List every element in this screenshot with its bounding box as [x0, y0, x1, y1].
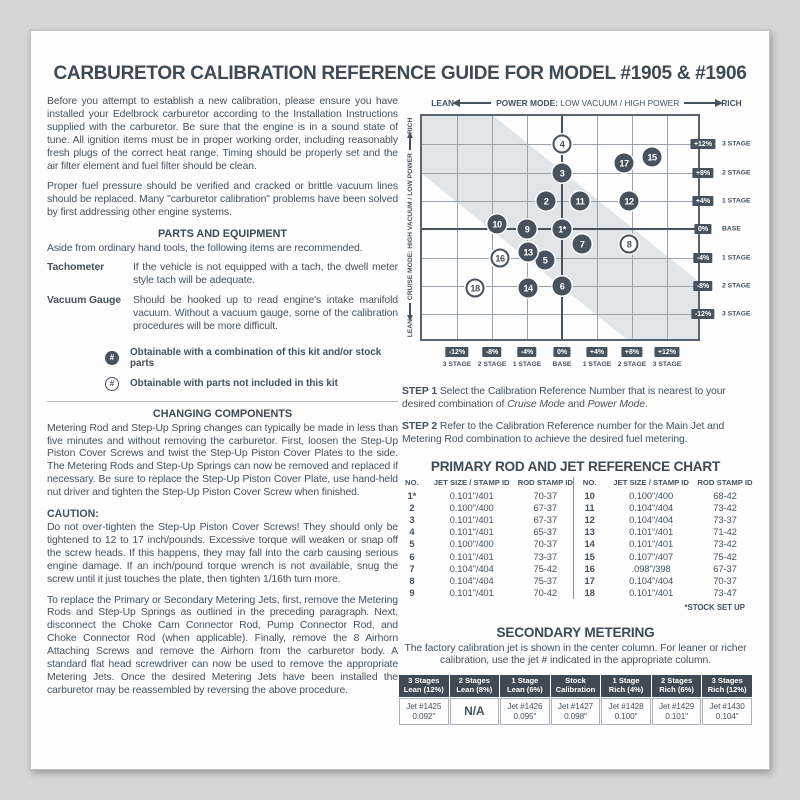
table-cell: 8: [409, 574, 415, 586]
power-axis-lean-label: LEAN: [431, 98, 455, 108]
two-column-layout: [47, 96, 753, 726]
table-cell: 0.101"/401: [629, 538, 674, 550]
equipment-row-vacuum-gauge: [47, 295, 398, 334]
table-cell: 75-42: [713, 550, 737, 562]
column-header: JET SIZE / STAMP ID: [433, 478, 510, 487]
calibration-point-3: 3: [553, 164, 572, 183]
table-row: [398, 513, 753, 525]
table-row: [398, 550, 753, 562]
parts-equipment-intro: Aside from ordinary hand tools, the following items are recommended.: [47, 243, 363, 255]
calibration-point-14: 14: [519, 279, 538, 298]
calibration-chart: [398, 114, 753, 376]
table-cell: 73-42: [713, 538, 737, 550]
secondary-jet-cell: Jet #1427 0.098": [551, 698, 601, 725]
y-axis-stage-label: 2 STAGE: [722, 282, 751, 290]
secondary-column-header: Stock Calibration: [551, 675, 601, 698]
table-cell: 15: [574, 550, 606, 562]
x-axis-badge: +12%: [654, 347, 679, 357]
y-axis-stage-label: 3 STAGE: [722, 310, 751, 318]
left-column: [47, 96, 398, 726]
table-cell: 73-47: [713, 587, 737, 599]
x-axis-stage-label: 3 STAGE: [652, 361, 682, 368]
legend-item-non-kit-parts: [105, 377, 398, 391]
step-1-text: STEP 1 Select the Calibration Reference Number that is nearest to your desired combination of Cruise Mode and Power Mode.: [402, 386, 726, 410]
table-row: [398, 501, 753, 513]
table-row: [398, 489, 753, 501]
table-cell: 12: [574, 513, 606, 525]
secondary-column-header: 2 Stages Rich (6%): [652, 675, 702, 698]
y-axis-stage-label: BASE: [722, 225, 741, 233]
secondary-jet-cell: Jet #1430 0.104": [702, 698, 752, 725]
intro-paragraph-2: Proper fuel pressure should be verified and cracked or brittle vacuum lines should be replaced. Many "carburetor calibration" problems have been solved by first addressing other engine systems.: [47, 181, 398, 219]
table-row: [398, 587, 753, 599]
x-axis-stage-label: BASE: [552, 361, 572, 368]
y-axis-badge: +12%: [690, 139, 715, 149]
table-cell: 0.104"/404: [449, 562, 494, 574]
x-axis-stage-label: 2 STAGE: [477, 361, 507, 368]
table-cell: 11: [574, 501, 606, 513]
table-cell: 71-42: [713, 526, 737, 538]
calibration-point-4: 4: [553, 135, 572, 154]
table-cell: 70-37: [533, 538, 558, 550]
x-axis-badge: -4%: [517, 347, 536, 357]
step-2-text: STEP 2 Refer to the Calibration Reference number for the Main Jet and Metering Rod combination to achieve the desired fuel metering.: [402, 421, 725, 445]
table-cell: 0.101"/401: [449, 550, 494, 562]
x-axis-badge: +4%: [586, 347, 607, 357]
table-cell: 14: [574, 538, 606, 550]
y-axis-stage-label: 2 STAGE: [722, 169, 751, 177]
table-cell: 0.101"/401: [629, 587, 674, 599]
x-axis-badge: 0%: [553, 347, 570, 357]
secondary-jet-cell: Jet #1425 0.092": [399, 698, 449, 725]
calibration-point-10: 10: [488, 215, 507, 234]
table-cell: 5: [409, 538, 415, 550]
power-axis-title: POWER MODE: LOW VACUUM / HIGH POWER: [496, 98, 680, 108]
table-cell: 16: [574, 562, 606, 574]
x-axis-badge: -8%: [482, 347, 501, 357]
table-cell: 0.104"/404: [629, 513, 674, 525]
gridline-horizontal: [422, 201, 698, 202]
table-cell: 67-37: [713, 562, 737, 574]
table-cell: 73-37: [713, 513, 737, 525]
primary-rod-jet-table: [398, 477, 753, 599]
y-axis-badge: -4%: [693, 253, 712, 263]
table-cell: 75-37: [533, 574, 558, 586]
column-header: NO.: [405, 478, 419, 487]
table-cell: 68-42: [713, 489, 737, 501]
arrow-left-icon: [409, 303, 410, 316]
calibration-point-5: 5: [536, 251, 555, 270]
y-axis-badge: -8%: [693, 281, 712, 291]
equipment-row-tachometer: [47, 262, 398, 288]
changing-components-heading: CHANGING COMPONENTS: [152, 407, 293, 420]
open-number-circle-icon: #: [105, 377, 119, 391]
filled-number-circle-icon: #: [105, 351, 119, 365]
column-header: ROD STAMP ID: [517, 478, 573, 487]
table-cell: 67-37: [533, 513, 558, 525]
y-axis-badge: -12%: [691, 309, 714, 319]
equipment-term: Vacuum Gauge: [47, 294, 121, 306]
power-mode-axis-label: [420, 98, 753, 108]
y-axis-badge: 0%: [694, 224, 711, 234]
arrow-right-icon: [409, 137, 410, 150]
caution-paragraph: Do not over-tighten the Step-Up Piston Cover Screws! They should only be tightened to 12 to 17 inch/pounds. Excessive torque will weaken or snap off the screw heads. If this happens, they may fall into the carb causing serious engine damage. If an inch/pound torque wrench is not available, snug the screw until it just touches the plate, then tighten 1/16th turn more.: [47, 522, 398, 585]
column-header: NO.: [574, 477, 606, 489]
x-axis-badge: +8%: [621, 347, 642, 357]
table-cell: .098"/398: [631, 562, 671, 574]
table-cell: 0.101"/401: [449, 587, 494, 599]
gridline-horizontal: [422, 314, 698, 315]
calibration-point-13: 13: [519, 243, 538, 262]
equipment-term: Tachometer: [47, 262, 105, 274]
table-cell: 6: [409, 550, 415, 562]
calibration-point-12: 12: [620, 192, 639, 211]
replace-jets-paragraph: To replace the Primary or Secondary Metering Jets, first, remove the Metering Rods and Step-Up Springs as outlined in the preceding paragraph. Next, disconnect the Choke Cam Connector Rod, Pump Connector Rod, and Choke Connector Rod (when applicable). Finally, remove the 8 Airhorn Attaching Screws and remove the Airhorn from the carburetor body. A standard flat head screwdriver can now be used to remove the appropriate Metering Jets. Once the desired Metering Jets have been installed the carburetor may be reassembled by reversing the above procedure.: [47, 594, 398, 696]
power-axis-rich-label: RICH: [721, 98, 742, 108]
right-column: [398, 96, 753, 726]
table-cell: 0.101"/401: [449, 526, 494, 538]
secondary-value-row: [399, 698, 752, 725]
table-row: [398, 562, 753, 574]
primary-chart-heading: PRIMARY ROD AND JET REFERENCE CHART: [430, 459, 721, 474]
secondary-metering-description: The factory calibration jet is shown in the center column. For leaner or richer calibration, use the jet # indicated in the appropriate column.: [404, 642, 747, 667]
table-row: [398, 538, 753, 550]
cruise-axis-title: CRUISE MODE: HIGH VACUUM / LOW POWER: [406, 153, 414, 301]
secondary-jet-cell: N/A: [450, 698, 500, 725]
x-axis-stage-label: 1 STAGE: [512, 361, 542, 368]
secondary-column-header: 2 Stages Lean (8%): [450, 675, 500, 698]
symbol-legend: [105, 347, 398, 391]
calibration-point-18: 18: [466, 279, 485, 298]
arrow-left-icon: [459, 102, 491, 104]
legend-item-kit-parts: [105, 347, 398, 369]
secondary-header-row: [399, 675, 752, 698]
table-row: [398, 526, 753, 538]
table-cell: 10: [574, 489, 606, 501]
calibration-point-11: 11: [571, 192, 590, 211]
table-cell: 0.107"/407: [629, 550, 674, 562]
secondary-column-header: 3 Stages Lean (12%): [399, 675, 449, 698]
table-row: [398, 574, 753, 586]
table-cell: 3: [409, 513, 415, 525]
x-axis-badge: -12%: [445, 347, 468, 357]
x-axis-stage-label: 2 STAGE: [617, 361, 647, 368]
calibration-point-17: 17: [615, 154, 634, 173]
table-cell: 7: [409, 562, 415, 574]
secondary-metering-heading: SECONDARY METERING: [496, 624, 655, 640]
calibration-point-6: 6: [553, 277, 572, 296]
caution-label: CAUTION:: [47, 508, 99, 521]
table-cell: 18: [574, 587, 606, 599]
table-cell: 0.100"/400: [629, 489, 674, 501]
parts-equipment-heading: PARTS AND EQUIPMENT: [158, 228, 287, 241]
cruise-mode-axis-label: LEAN CRUISE MODE: HIGH VACUUM / LOW POWER RICH: [406, 117, 414, 338]
secondary-jet-cell: Jet #1426 0.095": [500, 698, 550, 725]
y-axis-stage-label: 1 STAGE: [722, 197, 751, 205]
y-axis-stage-label: 1 STAGE: [722, 254, 751, 262]
x-axis-stage-label: 3 STAGE: [442, 361, 472, 368]
table-cell: 65-37: [533, 526, 558, 538]
gridline-horizontal: [422, 258, 698, 259]
table-cell: 0.101"/401: [449, 489, 494, 501]
table-cell: 70-37: [533, 489, 558, 501]
table-cell: 13: [574, 526, 606, 538]
x-axis-stage-label: 1 STAGE: [582, 361, 612, 368]
table-cell: 70-42: [533, 587, 558, 599]
legend-text: Obtainable with a combination of this kit and/or stock parts: [130, 346, 382, 369]
table-cell: 75-42: [533, 562, 558, 574]
table-cell: 73-42: [713, 501, 737, 513]
stock-setup-footnote: *STOCK SET UP: [684, 602, 745, 612]
table-cell: 0.100"/400: [449, 538, 494, 550]
calibration-point-7: 7: [573, 235, 592, 254]
y-axis-badge: +8%: [692, 168, 713, 178]
calibration-point-1*: 1*: [553, 220, 572, 239]
calibration-point-8: 8: [620, 235, 639, 254]
table-cell: 67-37: [533, 501, 558, 513]
equipment-description: Should be hooked up to read engine's intake manifold vacuum. Without a vacuum gauge, some of the calibration procedures will be more difficult.: [133, 294, 398, 332]
calibration-point-2: 2: [537, 192, 556, 211]
calibration-point-16: 16: [491, 249, 510, 268]
calibration-point-9: 9: [518, 220, 537, 239]
column-header: ROD STAMP ID: [697, 478, 753, 487]
table-cell: 0.101"/401: [629, 526, 674, 538]
intro-paragraph-1: Before you attempt to establish a new calibration, please ensure you have installed your Edelbrock carburetor according to the Installation Instructions supplied with the carburetor. Be sure that the engine is in a sound state of tune. All ignition items must be in proper working order, including reasonably fresh plugs of the correct heat range. Timing should be properly set and the air filter element and fuel filter should be clean.: [47, 96, 398, 172]
table-cell: 0.104"/404: [449, 574, 494, 586]
secondary-column-header: 3 Stages Rich (12%): [702, 675, 752, 698]
column-header: JET SIZE / STAMP ID: [613, 478, 689, 487]
secondary-column-header: 1 Stage Lean (6%): [500, 675, 550, 698]
chart-plot-area: [420, 114, 751, 368]
equipment-description: If the vehicle is not equipped with a tach, the dwell meter style tach will be adequate.: [133, 262, 398, 286]
table-cell: 73-37: [533, 550, 558, 562]
y-axis-badge: +4%: [692, 196, 713, 206]
secondary-metering-table: [398, 674, 753, 726]
table-cell: 4: [409, 526, 415, 538]
arrow-right-icon: [684, 102, 716, 104]
table-cell: 0.104"/404: [629, 501, 674, 513]
secondary-column-header: 1 Stage Rich (4%): [601, 675, 651, 698]
table-cell: 0.100"/400: [449, 501, 494, 513]
changing-components-paragraph: Metering Rod and Step-Up Spring changes can typically be made in less than five minutes and without removing the carburetor. First, loosen the Step-Up Piston Cover Screws and twist the Step-Up Piston Cover Plates to the side. The Metering Rods and Step-Up Springs can now be removed and replaced if necessary. Be sure to replace the Step-Up Piston Cover Plate, use hand-held nut driver and tighten the Step-Up Piston Cover Screw when finished.: [47, 422, 398, 499]
document-page: [30, 30, 770, 770]
table-cell: 17: [574, 574, 606, 586]
table-cell: 70-37: [713, 574, 737, 586]
table-cell: 0.104"/404: [629, 574, 674, 586]
table-cell: 1*: [407, 489, 417, 501]
page-title: CARBURETOR CALIBRATION REFERENCE GUIDE FOR MODEL #1905 & #1906: [53, 63, 747, 84]
legend-text: Obtainable with parts not included in this kit: [130, 378, 338, 390]
secondary-jet-cell: Jet #1428 0.100": [601, 698, 651, 725]
section-divider: [47, 401, 398, 402]
calibration-point-15: 15: [643, 148, 662, 167]
table-cell: 0.101"/401: [449, 513, 494, 525]
table-cell: 2: [409, 501, 415, 513]
table-cell: 9: [409, 587, 415, 599]
y-axis-stage-label: 3 STAGE: [722, 140, 751, 148]
table-header-row: [398, 477, 753, 489]
secondary-jet-cell: Jet #1429 0.101": [652, 698, 702, 725]
